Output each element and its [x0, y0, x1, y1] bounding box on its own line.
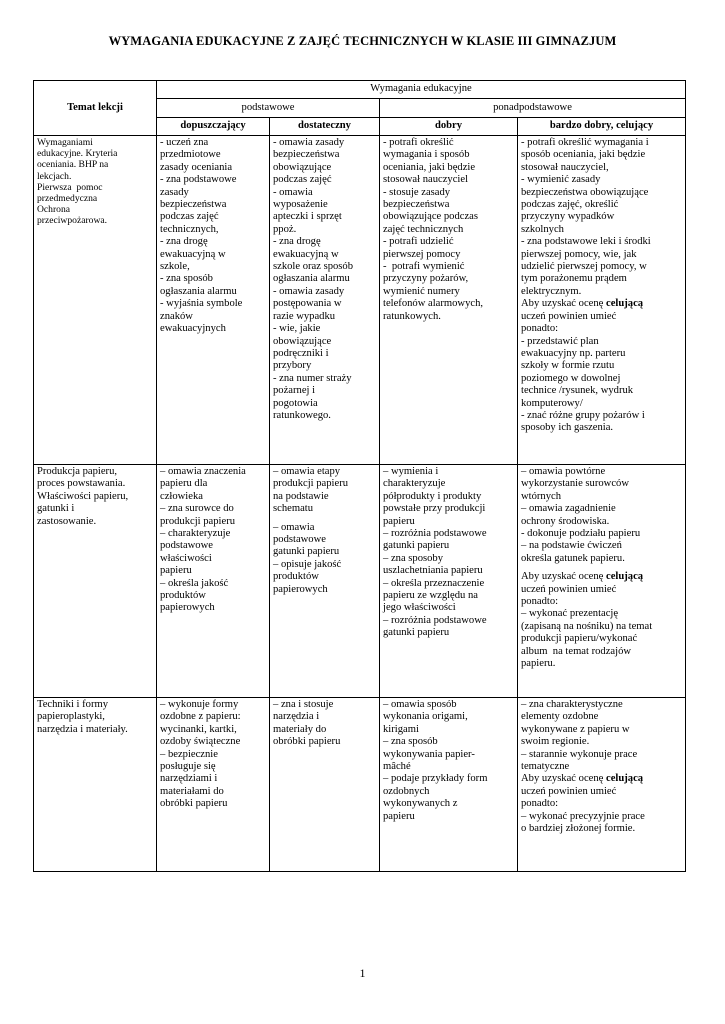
cell-line: papieru — [383, 810, 415, 822]
cell-line: obowiązujące — [273, 161, 332, 173]
cell-line: - zna drogę — [273, 236, 321, 248]
cell-line: narzędzia i — [273, 711, 320, 723]
cell-line: papieru — [160, 565, 192, 577]
cell-bardzo-dobry — [518, 136, 686, 465]
cell-dopuszczajacy — [157, 698, 270, 872]
cell-line: wykonywane z papieru w — [521, 723, 630, 735]
cell-line: - potrafi wymienić — [383, 261, 465, 273]
cell-line: – opisuje jakość — [273, 558, 342, 570]
table-body — [34, 136, 686, 872]
cell-line: narzędziami i — [160, 773, 218, 785]
cell-line: Ochrona — [37, 204, 71, 216]
cell-line: produktów — [273, 571, 319, 583]
cell-line: stosował nauczyciel — [383, 174, 469, 186]
cell-line: gatunki papieru — [273, 546, 340, 558]
cell-line: papieru ze względu na — [383, 590, 479, 602]
cell-line: album na temat rodzajów — [521, 645, 632, 657]
cell-line: - potrafi udzielić — [383, 236, 454, 248]
cell-line: zasady oceniania — [160, 161, 233, 173]
cell-line: obróbki papieru — [160, 798, 228, 810]
cell-line: gatunki papieru — [383, 627, 450, 639]
cell-line: – wykonuje formy — [160, 699, 239, 710]
cell-line: ewakuacyjny np. parteru — [521, 347, 626, 359]
cell-line: - potrafi określić — [383, 137, 454, 148]
cell-line: papieru — [383, 515, 415, 527]
cell-line: Wymaganiami — [37, 137, 93, 148]
cell-line: zastosowanie. — [37, 515, 97, 527]
cell-line: ogłaszania alarmu — [273, 273, 350, 285]
cell-line: gatunki papieru — [383, 540, 450, 552]
cell-line: Pierwsza pomoc — [37, 181, 103, 193]
cell-line: znaków — [160, 310, 193, 322]
cell-line: – określa jakość — [160, 577, 229, 589]
cell-line: mâché — [383, 761, 411, 773]
cell-line: - zna podstawowe — [160, 174, 237, 186]
cell-line: poziomego w dowolnej — [521, 372, 621, 384]
cell-line: – omawia etapy — [273, 466, 341, 477]
cell-line: – na podstawie ćwiczeń — [521, 540, 622, 552]
cell-line: pierwszej pomocy, wie, jak — [521, 248, 637, 260]
cell-line: – wykonać precyzyjnie prace — [521, 810, 645, 822]
cell-line: narzędzia i materiały. — [37, 723, 128, 735]
cell-line: ratunkowych. — [383, 310, 441, 322]
cell-line: podczas zajęć — [160, 211, 219, 223]
cell-line: – starannie wykonuje prace — [521, 748, 638, 760]
cell-line: telefonów alarmowych, — [383, 298, 484, 310]
cell-line: ochrony środowiska. — [521, 515, 610, 527]
cell-line: bezpieczeństwa — [383, 199, 450, 211]
cell-line: – określa przeznaczenie — [383, 577, 485, 589]
cell-line: bezpieczeństwa obowiązujące — [521, 186, 649, 198]
table-row — [34, 698, 686, 872]
cell-line: stosował nauczyciel, — [521, 161, 609, 173]
cell-line: - wymienić zasady — [521, 174, 601, 186]
cell-line: technicznych, — [160, 223, 219, 235]
cell-line: powstałe przy produkcji — [383, 503, 486, 515]
cell-dostateczny — [270, 136, 380, 465]
cell-line: - omawia — [273, 186, 313, 198]
cell-line: ewakuacyjną w — [273, 248, 339, 260]
cell-line: Aby uzyskać ocenę celującą — [521, 298, 644, 310]
cell-line: Aby uzyskać ocenę celującą — [521, 571, 644, 583]
cell-line: – omawia znaczenia — [160, 466, 246, 477]
cell-line: przyczyny pożarów, — [383, 273, 469, 285]
page-number: 1 — [359, 966, 366, 980]
cell-line: ozdoby świąteczne — [160, 736, 241, 748]
cell-line: lekcjach. — [37, 170, 72, 182]
cell-line: - potrafi określić wymagania i — [521, 137, 649, 148]
cell-line: obróbki papieru — [273, 736, 341, 748]
cell-line: przeciwpożarowa. — [37, 215, 108, 227]
cell-line: produkcji papieru/wykonać — [521, 633, 638, 645]
cell-line: technice /rysunek, wydruk — [521, 385, 634, 397]
cell-line: - zna drogę — [160, 236, 208, 248]
cell-line: - zna sposób — [160, 273, 213, 285]
cell-line: – wykonać prezentację — [521, 608, 619, 620]
cell-line: elementy ozdobne — [521, 711, 599, 723]
header-dobry: dobry — [380, 118, 518, 136]
cell-line: Aby uzyskać ocenę celującą — [521, 773, 644, 785]
cell-line: ozdobne z papieru: — [160, 711, 241, 723]
cell-line: komputerowy/ — [521, 397, 583, 409]
cell-line: wykorzystanie surowców — [521, 478, 629, 490]
cell-line: papierowych — [273, 583, 328, 595]
cell-line: oceniania, jaki będzie — [383, 161, 476, 173]
page-title: WYMAGANIA EDUKACYJNE Z ZAJĘĆ TECHNICZNYCH W KLASIE III GIMNAZJUM — [108, 34, 617, 48]
cell-line: – omawia — [273, 521, 315, 533]
cell-line: ponadto: — [521, 596, 559, 608]
cell-line: produkcji papieru — [160, 515, 236, 527]
header-wymagania: Wymagania edukacyjne — [157, 81, 686, 99]
cell-line: sposób oceniania, jaki będzie — [521, 149, 646, 161]
cell-line: wtórnych — [521, 490, 562, 502]
cell-line: ozdobnych — [383, 785, 430, 797]
cell-line: edukacyjne. Kryteria — [37, 148, 118, 160]
cell-line: uczeń powinien umieć — [521, 310, 617, 322]
cell-line: wykonania origami, — [383, 711, 468, 723]
cell-line: ratunkowego. — [273, 409, 331, 421]
cell-line: podstawowe — [273, 534, 326, 546]
cell-dobry — [380, 136, 518, 465]
cell-line: ogłaszania alarmu — [160, 285, 237, 297]
cell-line: ponadto: — [521, 323, 559, 335]
cell-bardzo-dobry — [518, 465, 686, 698]
cell-line: pierwszej pomocy — [383, 248, 461, 260]
cell-line: o bardziej złożonej formie. — [521, 823, 636, 835]
cell-line: podręczniki i — [273, 347, 329, 359]
cell-line: przyczyny wypadków — [521, 211, 615, 223]
cell-line: pożarnej i — [273, 385, 316, 397]
cell-line: jego właściwości — [383, 602, 456, 614]
cell-line: – zna charakterystyczne — [521, 699, 623, 710]
cell-line: pogotowia — [273, 397, 318, 409]
cell-line: podczas zajęć, określić — [521, 199, 619, 211]
cell-line: wykonywanych z — [383, 798, 458, 810]
header-podstawowe: podstawowe — [157, 99, 380, 118]
cell-line: bezpieczeństwa — [273, 149, 340, 161]
cell-temat — [34, 136, 157, 465]
cell-line: papieru dla — [160, 478, 208, 490]
cell-line: uszlachetniania papieru — [383, 565, 483, 577]
cell-line: szkole, — [160, 261, 190, 273]
cell-line: apteczki i sprzęt — [273, 211, 342, 223]
cell-line: podczas zajęć — [273, 174, 332, 186]
cell-line: - stosuje zasady — [383, 186, 451, 198]
cell-line: udzielić pierwszej pomocy, w — [521, 261, 647, 273]
cell-line: zasady — [160, 186, 189, 198]
cell-line: sposoby ich gaszenia. — [521, 422, 614, 434]
cell-line: wymienić numery — [383, 285, 460, 297]
cell-line: – wymienia i — [383, 466, 439, 477]
cell-line: podstawowe — [160, 540, 213, 552]
cell-line: ponadto: — [521, 798, 559, 810]
cell-line: ewakuacyjnych — [160, 323, 226, 335]
requirements-table — [33, 80, 686, 872]
cell-line: szkoły w formie rzutu — [521, 360, 615, 372]
header-temat: Temat lekcji — [34, 81, 157, 136]
cell-line: kirigami — [383, 723, 419, 735]
cell-dostateczny — [270, 698, 380, 872]
cell-line: uczeń powinien umieć — [521, 583, 617, 595]
cell-dobry — [380, 465, 518, 698]
cell-line: papieroplastyki, — [37, 711, 105, 723]
header-dopuszczajacy: dopuszczający — [157, 118, 270, 136]
cell-line: – omawia zagadnienie — [521, 503, 616, 515]
cell-line: ppoż. — [273, 223, 297, 235]
cell-line: – rozróżnia podstawowe — [383, 528, 487, 540]
cell-line: papierowych — [160, 602, 215, 614]
cell-line: papieru. — [521, 658, 556, 670]
cell-line: półprodukty i produkty — [383, 490, 482, 502]
cell-line: bezpieczeństwa — [160, 199, 227, 211]
cell-line: obowiązujące podczas — [383, 211, 479, 223]
cell-line: określa gatunek papieru. — [521, 552, 625, 564]
header-bardzo-dobry: bardzo dobry, celujący — [518, 118, 686, 136]
cell-line: oceniania. BHP na — [37, 159, 109, 171]
cell-line: przedmedyczna — [37, 193, 98, 205]
cell-line: posługuje się — [160, 761, 216, 773]
cell-dostateczny — [270, 465, 380, 698]
cell-line: Właściwości papieru, — [37, 490, 129, 502]
cell-line: – zna sposób — [383, 736, 438, 748]
cell-line: Techniki i formy — [37, 699, 109, 710]
cell-line: gatunki i — [37, 503, 75, 515]
cell-line: - omawia zasady — [273, 137, 345, 148]
cell-line: uczeń powinien umieć — [521, 785, 617, 797]
cell-line: szkolnych — [521, 223, 564, 235]
cell-temat — [34, 465, 157, 698]
cell-line: - zna numer straży — [273, 372, 352, 384]
cell-line: - dokonuje podziału papieru — [521, 528, 641, 540]
cell-line: zajęć technicznych — [383, 223, 464, 235]
cell-dopuszczajacy — [157, 136, 270, 465]
cell-line: Produkcja papieru, — [37, 466, 118, 477]
cell-line: – omawia powtórne — [521, 466, 606, 477]
cell-line: - wyjaśnia symbole — [160, 298, 243, 310]
cell-line: - omawia zasady — [273, 285, 345, 297]
cell-line: (zapisaną na nośniku) na temat — [521, 620, 653, 632]
table-row — [34, 136, 686, 465]
cell-line: swoim regionie. — [521, 736, 590, 748]
cell-bardzo-dobry — [518, 698, 686, 872]
cell-line: proces powstawania. — [37, 478, 126, 490]
cell-line: tematyczne — [521, 761, 570, 773]
cell-line: ewakuacyjną w — [160, 248, 226, 260]
cell-line: – charakteryzuje — [160, 528, 231, 540]
cell-dobry — [380, 698, 518, 872]
cell-line: – podaje przykłady form — [383, 773, 488, 785]
cell-line: schematu — [273, 503, 314, 515]
table-row — [34, 465, 686, 698]
cell-line: – bezpiecznie — [160, 748, 218, 760]
header-ponadpodstawowe: ponadpodstawowe — [380, 99, 686, 118]
cell-line: – rozróżnia podstawowe — [383, 614, 487, 626]
cell-line: - uczeń zna — [160, 137, 209, 148]
cell-line: produkcji papieru — [273, 478, 349, 490]
header-dostateczny: dostateczny — [270, 118, 380, 136]
cell-line: przedmiotowe — [160, 149, 221, 161]
cell-line: – zna sposoby — [383, 552, 444, 564]
cell-line: – zna i stosuje — [273, 699, 334, 710]
cell-line: wymagania i sposób — [383, 149, 470, 161]
cell-dopuszczajacy — [157, 465, 270, 698]
cell-line: właściwości — [160, 552, 212, 564]
cell-line: tym porażonemu prądem — [521, 273, 627, 285]
cell-line: szkole oraz sposób — [273, 261, 354, 273]
cell-temat — [34, 698, 157, 872]
cell-line: obowiązujące — [273, 335, 332, 347]
cell-line: - wie, jakie — [273, 323, 321, 335]
cell-line: – omawia sposób — [383, 699, 457, 710]
cell-line: produktów — [160, 590, 206, 602]
cell-line: - znać różne grupy pożarów i — [521, 409, 645, 421]
cell-line: - przedstawić plan — [521, 335, 599, 347]
cell-line: postępowania w — [273, 298, 342, 310]
cell-line: wykonywania papier- — [383, 748, 475, 760]
cell-line: przybory — [273, 360, 312, 372]
cell-line: człowieka — [160, 490, 203, 502]
cell-line: – zna surowce do — [160, 503, 234, 515]
cell-line: wycinanki, kartki, — [160, 723, 237, 735]
cell-line: wyposażenie — [273, 199, 328, 211]
cell-line: charakteryzuje — [383, 478, 446, 490]
cell-line: razie wypadku — [273, 310, 336, 322]
cell-line: na podstawie — [273, 490, 329, 502]
cell-line: - zna podstawowe leki i środki — [521, 236, 651, 248]
cell-line: elektrycznym. — [521, 285, 582, 297]
cell-line: materiałami do — [160, 785, 224, 797]
cell-line: materiały do — [273, 723, 327, 735]
